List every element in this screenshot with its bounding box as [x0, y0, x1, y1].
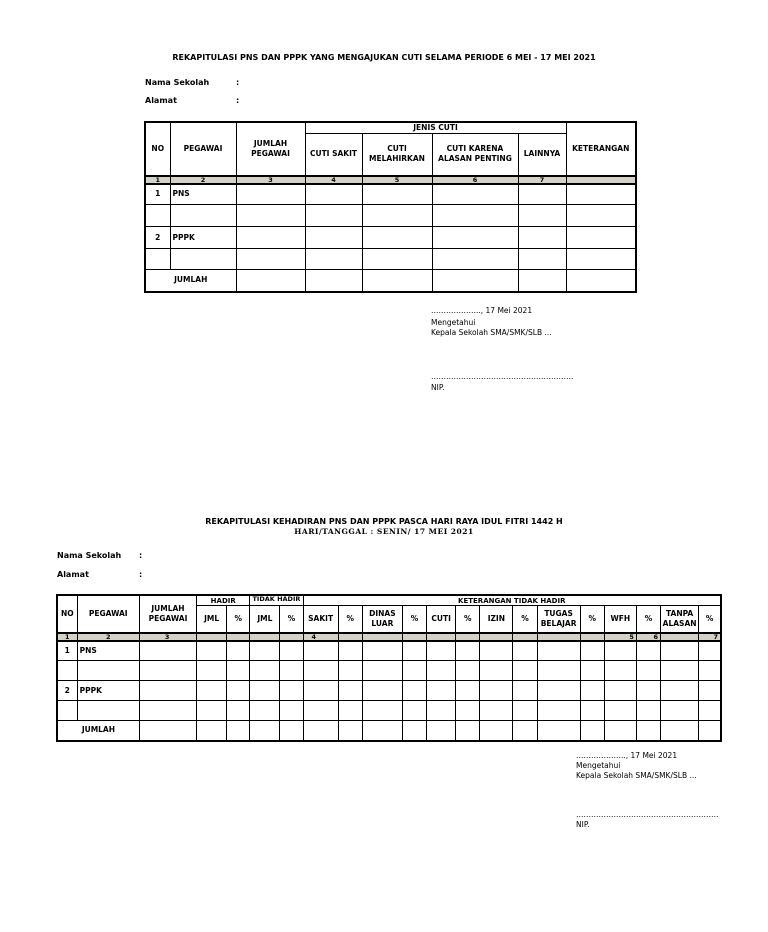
form1-sign-date: ……………….., 17 Mei 2021	[431, 306, 533, 315]
form2-header-tugas-belajar: TUGAS BELAJAR	[537, 606, 580, 633]
form1-colnum-2: 2	[170, 176, 236, 184]
form2-header-pegawai: PEGAWAI	[77, 595, 139, 633]
form1-colnum-empty	[566, 176, 636, 184]
form2-colnum-2: 2	[77, 633, 139, 641]
form2-header-tugas-belajar-pct: %	[580, 606, 604, 633]
form2-header-tidak-hadir-pct: %	[280, 606, 303, 633]
form2-header-dinas-luar-pct: %	[402, 606, 426, 633]
table-row	[57, 661, 721, 681]
form1-nama-sekolah-colon: :	[236, 78, 240, 87]
form2-header-tidak-hadir: TIDAK HADIR	[250, 595, 303, 606]
form2-header-sakit-pct: %	[338, 606, 362, 633]
form2-colnum-6: 6	[636, 633, 660, 641]
form1-row-no: 2	[145, 227, 170, 249]
form1-alamat-label: Alamat	[145, 96, 177, 105]
form2-row-pegawai: PPPK	[77, 681, 139, 701]
form2-header-wfh: WFH	[604, 606, 636, 633]
form1-colnum-1: 1	[145, 176, 170, 184]
table-row	[57, 721, 721, 741]
form1-colnum-7: 7	[518, 176, 566, 184]
table-row	[145, 227, 636, 249]
form1-colnum-3: 3	[236, 176, 305, 184]
form1-sign-kepala: Kepala Sekolah SMA/SMK/SLB ...	[431, 328, 552, 337]
form2-header-izin-pct: %	[513, 606, 537, 633]
form2-nama-sekolah-colon: :	[139, 551, 143, 560]
form1-jumlah: JUMLAH	[145, 270, 236, 292]
form2-colnum-4: 4	[303, 633, 338, 641]
form1-header-no: NO	[145, 122, 170, 176]
form2-title: REKAPITULASI KEHADIRAN PNS DAN PPPK PASCA HARI RAYA IDUL FITRI 1442 H	[205, 517, 563, 526]
form2-header-keterangan-tidak-hadir: KETERANGAN TIDAK HADIR	[303, 595, 721, 606]
form2-colnum-7: 7	[699, 633, 721, 641]
table-row	[145, 205, 636, 227]
form2-header-cuti: CUTI	[427, 606, 456, 633]
form2-header-izin: IZIN	[480, 606, 513, 633]
table-row	[57, 641, 721, 661]
form2-sign-date: ……………….., 17 Mei 2021	[576, 751, 678, 760]
form2-alamat-label: Alamat	[57, 570, 89, 579]
form2-colnum-1: 1	[57, 633, 77, 641]
form2-colnum-3: 3	[139, 633, 196, 641]
form2-nama-sekolah-label: Nama Sekolah	[57, 551, 122, 560]
form2-subtitle: HARI/TANGGAL : SENIN/ 17 MEI 2021	[294, 527, 474, 536]
form1-sign-mengetahui: Mengetahui	[431, 318, 476, 327]
form1-alamat-colon: :	[236, 96, 240, 105]
form2-header-dinas-luar: DINAS LUAR	[362, 606, 402, 633]
form1-header-cuti-melahirkan: CUTI MELAHIRKAN	[362, 134, 432, 176]
form2-row-pegawai: PNS	[77, 641, 139, 661]
form1-row-pegawai: PPPK	[170, 227, 236, 249]
form2-header-wfh-pct: %	[636, 606, 660, 633]
form2-colnum-5: 5	[604, 633, 636, 641]
form2-sign-line: …………………………………………………	[576, 810, 719, 819]
form2-alamat-colon: :	[139, 570, 143, 579]
table-row	[145, 249, 636, 270]
form1-row-pegawai: PNS	[170, 184, 236, 205]
form2-header-tidak-hadir-jml: JML	[250, 606, 280, 633]
form2-header-tanpa-alasan-pct: %	[699, 606, 721, 633]
form1-table	[144, 121, 637, 293]
form2-header-no: NO	[57, 595, 77, 633]
table-row	[145, 184, 636, 205]
table-row	[57, 681, 721, 701]
form1-header-cuti-alasan-penting: CUTI KARENA ALASAN PENTING	[432, 134, 518, 176]
form1-row-no: 1	[145, 184, 170, 205]
form2-table	[56, 594, 722, 742]
form2-header-cuti-pct: %	[456, 606, 480, 633]
form1-nama-sekolah-label: Nama Sekolah	[145, 78, 210, 87]
form2-sign-nip: NIP.	[576, 820, 590, 829]
form1-colnum-5: 5	[362, 176, 432, 184]
form1-colnum-4: 4	[305, 176, 362, 184]
form2-header-sakit: SAKIT	[303, 606, 338, 633]
form1-sign-line: …………………………………………………	[431, 372, 574, 381]
form2-sign-mengetahui: Mengetahui	[576, 761, 621, 770]
form2-header-hadir: HADIR	[197, 595, 250, 606]
form2-jumlah: JUMLAH	[57, 721, 139, 741]
form2-header-jumlah-pegawai: JUMLAH PEGAWAI	[139, 595, 196, 633]
form2-header-tanpa-alasan: TANPA ALASAN	[661, 606, 699, 633]
form2-header-hadir-pct: %	[227, 606, 250, 633]
form1-header-keterangan: KETERANGAN	[566, 122, 636, 176]
form1-title: REKAPITULASI PNS DAN PPPK YANG MENGAJUKAN CUTI SELAMA PERIODE 6 MEI - 17 MEI 2021	[172, 53, 596, 62]
form1-header-jenis-cuti: JENIS CUTI	[305, 122, 566, 134]
form2-row-no: 1	[57, 641, 77, 661]
form1-sign-nip: NIP.	[431, 383, 445, 392]
form2-header-hadir-jml: JML	[197, 606, 227, 633]
form2-row-no: 2	[57, 681, 77, 701]
table-row	[145, 270, 636, 292]
form2-sign-kepala: Kepala Sekolah SMA/SMK/SLB ...	[576, 771, 697, 780]
form1-header-pegawai: PEGAWAI	[170, 122, 236, 176]
form1-header-cuti-sakit: CUTI SAKIT	[305, 134, 362, 176]
form1-colnum-6: 6	[432, 176, 518, 184]
form1-header-jumlah-pegawai: JUMLAH PEGAWAI	[236, 122, 305, 176]
table-row	[57, 701, 721, 721]
form1-header-lainnya: LAINNYA	[518, 134, 566, 176]
